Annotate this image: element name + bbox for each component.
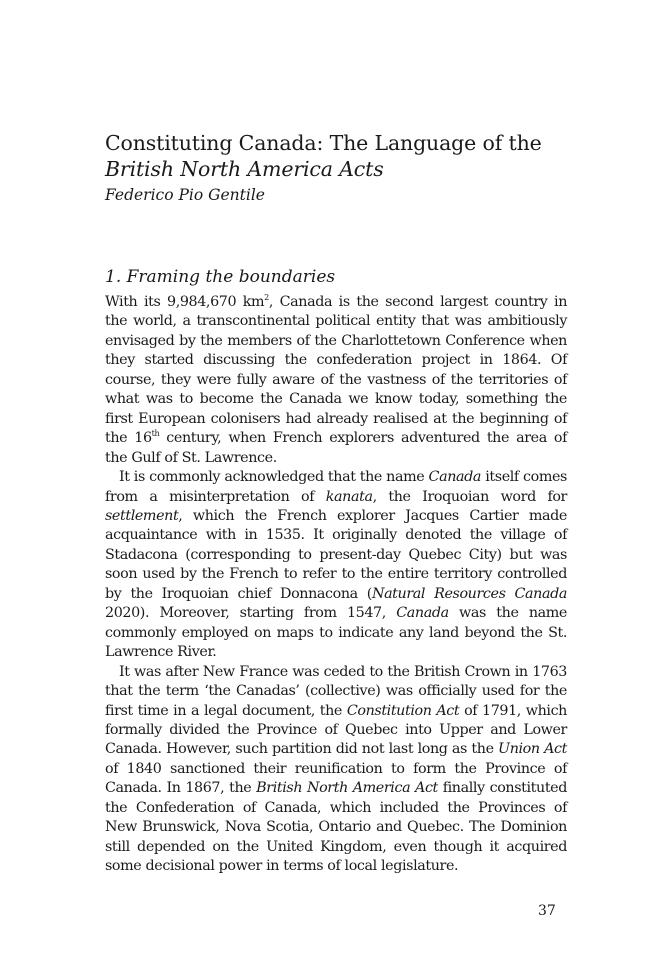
italic-term: Canada [428,469,482,486]
paragraph-text: itself comes from a misinterpretation of [105,469,567,505]
article-title-italic: British North America Acts [105,157,384,181]
paragraph-text: was the name commonly employed on maps to indicate any land beyond the St. Lawrence River. [105,605,567,661]
italic-citation: Natural Resources Canada [371,585,567,602]
italic-term: British North America Act [256,780,438,797]
paragraph-1 [105,293,567,468]
paragraph-text: , the Iroquoian word for [372,488,567,505]
italic-term: Constitution Act [346,702,460,719]
paragraph-text: of 1791, which formally divided the Province of Quebec into Upper and Lower Canada. However, such partition did not last long as the [105,702,567,758]
paragraph-2 [105,468,567,663]
paragraph-text: , Canada is the second largest country in the world, a transcontinental political entity that was ambitiously envisaged by the members of the Charlottetown Conference when they started discussing the confederation project in 1864. Of course, they were fully aware of the vastness of the territories of what was to become the Canada we know today, something the first European colonisers had already realised at the beginning of the 16 [105,294,567,447]
italic-term: Canada [396,605,449,622]
paragraph-text: It was after New France was ceded to the British Crown in 1763 that the term ‘the Canadas’ (collective) was officially used for the first time in a legal document, the [105,663,567,719]
superscript: th [151,429,160,439]
article-author: Federico Pio Gentile [105,186,265,204]
paragraph-text: 2020). Moreover, starting from 1547, [105,605,397,622]
paragraph-text: It is commonly acknowledged that the name [119,469,429,486]
page-number: 37 [538,903,556,919]
italic-term: Union Act [498,741,567,758]
paragraph-text: century, when French explorers adventured the area of the Gulf of St. Lawrence. [105,430,567,466]
paragraph-text: of 1840 sanctioned their reunification to form the Province of Canada. In 1867, the [105,760,567,797]
article-title [105,130,575,182]
italic-term: kanata [325,488,373,505]
paragraph-text: finally constituted the Confederation of Canada, which included the Provinces of New Brunswick, Nova Scotia, Ontario and Quebec. The Dominion still depended on the United Kingdom, even though it acquired some decisional power in terms of local legislature. [105,780,567,875]
section-heading: 1. Framing the boundaries [105,267,336,287]
paragraph-text: With its 9,984,670 km [105,294,265,310]
superscript: 2 [264,293,269,302]
italic-term: settlement [105,507,179,524]
body-text [105,293,567,877]
article-title-text: Constituting Canada: The Language of the [105,131,542,155]
paragraph-3 [105,663,567,877]
paragraph-text: , which the French explorer Jacques Cartier made acquaintance with in 1535. It originally denoted the village of Stadacona (corresponding to present-day Quebec City) but was soon used by the French to refer to the entire territory controlled by the Iroquoian chief Donnacona ( [105,507,567,602]
